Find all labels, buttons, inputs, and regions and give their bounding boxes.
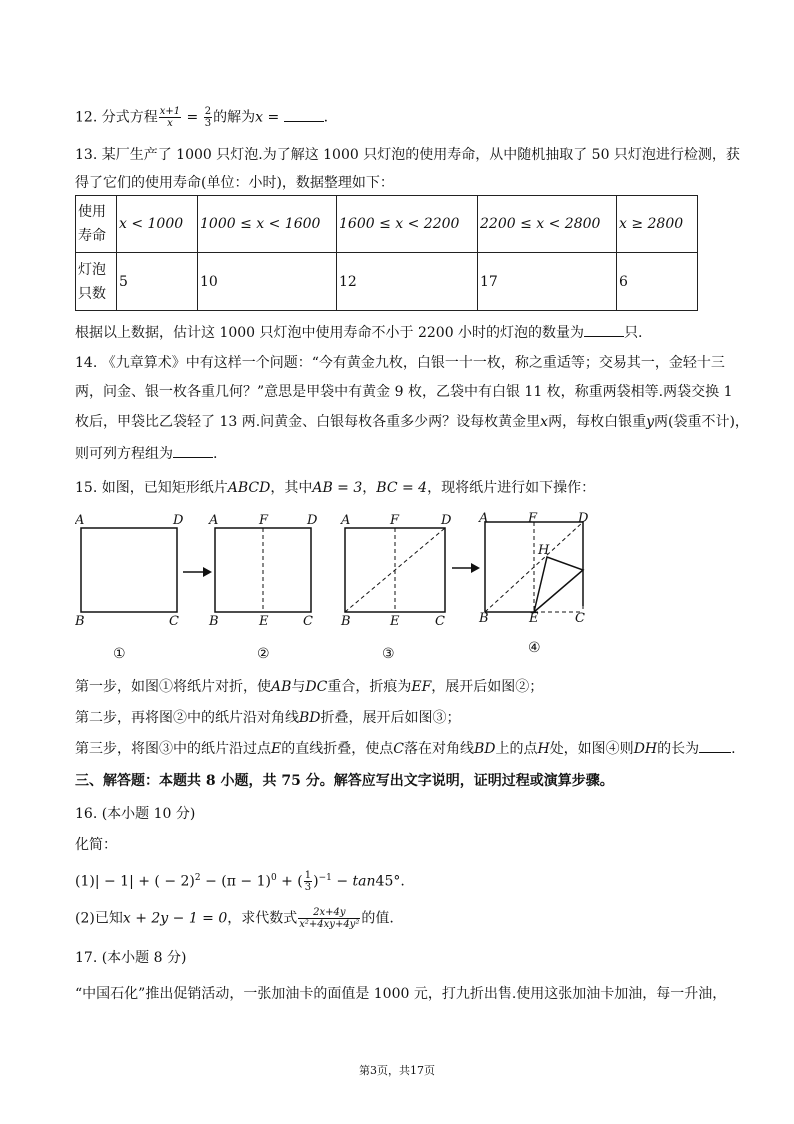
q16-part1: (1)| − 1| + ( − $2)^2 - (\pi - 1)^0$ + ( $\frac{1}{3}$ )$^{-1}$ − tan45°. <box>75 870 405 894</box>
table-cell: 5 <box>117 253 198 311</box>
figure-number-1: ① <box>113 646 126 662</box>
q14-line1: 14. 《九章算术》中有这样一个问题：“今有黄金九枚，白银一十一枚，称之重适等；交易其一，金轻十三 <box>75 355 725 371</box>
table-head-count: 灯泡 只数 <box>76 253 117 311</box>
label-b: B <box>75 614 85 629</box>
q17-line1: “中国石化”推出促销活动，一张加油卡的面值是 1000 元，打九折出售.使用这张加油卡加油，每一升油， <box>75 986 727 1002</box>
figure-number-2: ② <box>257 646 270 662</box>
label-d: D <box>173 513 184 528</box>
figure-4 <box>478 512 589 656</box>
q13-line3: 根据以上数据，估计这 1000 只灯泡中使用寿命不小于 2200 小时的灯泡的数量为 只. <box>75 325 643 341</box>
table-row-count <box>76 253 698 311</box>
q13-line1: 13. 某厂生产了 1000 只灯泡.为了解这 1000 只灯泡的使用寿命，从中随机抽取了 50 只灯泡进行检测，获 <box>75 147 740 163</box>
q15-line1: 15. 如图，已知矩形纸片ABCD，其中AB = 3，BC = 4，现将纸片进行如下操作： <box>75 480 596 496</box>
question-12: 12. 分式方程 $\frac{x+1}{x}$ = $\frac{2}{3}$ 的解为x = . <box>75 106 329 129</box>
q12-answer-blank <box>284 109 324 122</box>
q15-step2: 第二步，再将图②中的纸片沿对角线BD折叠，展开后如图③； <box>75 710 461 726</box>
folding-figures <box>75 512 615 662</box>
table-cell: 10 <box>198 253 337 311</box>
label-c: C <box>169 614 179 629</box>
label-a: A <box>75 513 85 528</box>
page-footer: 第3页，共17页 <box>359 1064 435 1077</box>
q15-answer-blank <box>699 740 731 753</box>
q15-step1: 第一步，如图①将纸片对折，使AB与DC重合，折痕为EF，展开后如图②； <box>75 679 544 695</box>
label-f: F <box>390 513 400 528</box>
label-c: C <box>435 614 445 629</box>
label-d: D <box>441 513 452 528</box>
q16-part2: (2)已知x + 2y − 1 = 0，求代数式 $\frac{2x+4y}{\text{x²+4xy+4y²}}$ 的值. <box>75 907 394 930</box>
table-cell: 6 <box>617 253 698 311</box>
label-b: B <box>479 611 489 626</box>
lifetime-table <box>75 195 698 311</box>
label-f: F <box>259 513 269 528</box>
label-f: F <box>528 512 538 526</box>
arrow-right-icon <box>452 563 480 573</box>
rectangle-abcd <box>81 528 177 612</box>
table-cell: 1600 ≤ x < 2200 <box>337 196 478 253</box>
label-e: E <box>259 614 269 629</box>
figure-number-4: ④ <box>528 640 541 656</box>
label-e: E <box>529 611 539 626</box>
table-head-lifetime: 使用 寿命 <box>76 196 117 253</box>
q17-title: 17. (本小题 8 分) <box>75 950 187 966</box>
label-b: B <box>341 614 351 629</box>
diagonal-bd <box>485 522 583 612</box>
figure-1 <box>75 513 184 662</box>
label-d: D <box>578 512 589 526</box>
q15-step3: 第三步，将图③中的纸片沿过点E的直线折叠，使点C落在对角线BD上的点H处，如图④则DH的长为 . <box>75 741 736 757</box>
table-cell: x ≥ 2800 <box>617 196 698 253</box>
table-cell: 1000 ≤ x < 1600 <box>198 196 337 253</box>
q14-line2: 两，问金、银一枚各重几何？”意思是甲袋中有黄金 9 枚，乙袋中有白银 11 枚，称重两袋相等.两袋交换 1 <box>75 384 733 400</box>
label-b: B <box>209 614 219 629</box>
q12-prefix: 12. 分式方程 <box>75 109 158 126</box>
q16-instruction: 化简： <box>75 837 117 853</box>
figure-3 <box>340 513 452 662</box>
table-cell: x < 1000 <box>117 196 198 253</box>
label-d: D <box>307 513 318 528</box>
label-h: H <box>538 543 550 558</box>
q14-answer-blank <box>173 445 213 458</box>
folded-triangle <box>534 557 583 612</box>
table-cell: 17 <box>478 253 617 311</box>
q14-line3: 枚后，甲袋比乙袋轻了 13 两.问黄金、白银每枚各重多少两？设每枚黄金里x两，每枚白银重y两(袋重不计)， <box>75 414 749 430</box>
label-c: C <box>303 614 313 629</box>
figure-number-3: ③ <box>382 646 395 662</box>
label-a: A <box>479 512 489 526</box>
q12-lhs-fraction: $\frac{x+1}{x}$ <box>159 106 181 129</box>
q14-line4: 则可列方程组为 . <box>75 446 218 462</box>
q13-answer-blank <box>584 324 624 337</box>
q13-line2: 得了它们的使用寿命(单位：小时)，数据整理如下： <box>75 175 394 191</box>
table-cell: 12 <box>337 253 478 311</box>
label-c: C <box>575 611 585 626</box>
table-row-lifetime <box>76 196 698 253</box>
label-e: E <box>390 614 400 629</box>
q12-rhs-fraction: $\frac{2}{3}$ <box>204 106 212 129</box>
section-3-heading: 三、解答题：本题共 8 小题，共 75 分。解答应写出文字说明，证明过程或演算步骤。 <box>75 773 614 789</box>
table-cell: 2200 ≤ x < 2800 <box>478 196 617 253</box>
label-a: A <box>341 513 351 528</box>
figure-2 <box>208 513 318 662</box>
arrow-right-icon <box>183 567 212 577</box>
q16-title: 16. (本小题 10 分) <box>75 806 196 822</box>
label-a: A <box>209 513 219 528</box>
